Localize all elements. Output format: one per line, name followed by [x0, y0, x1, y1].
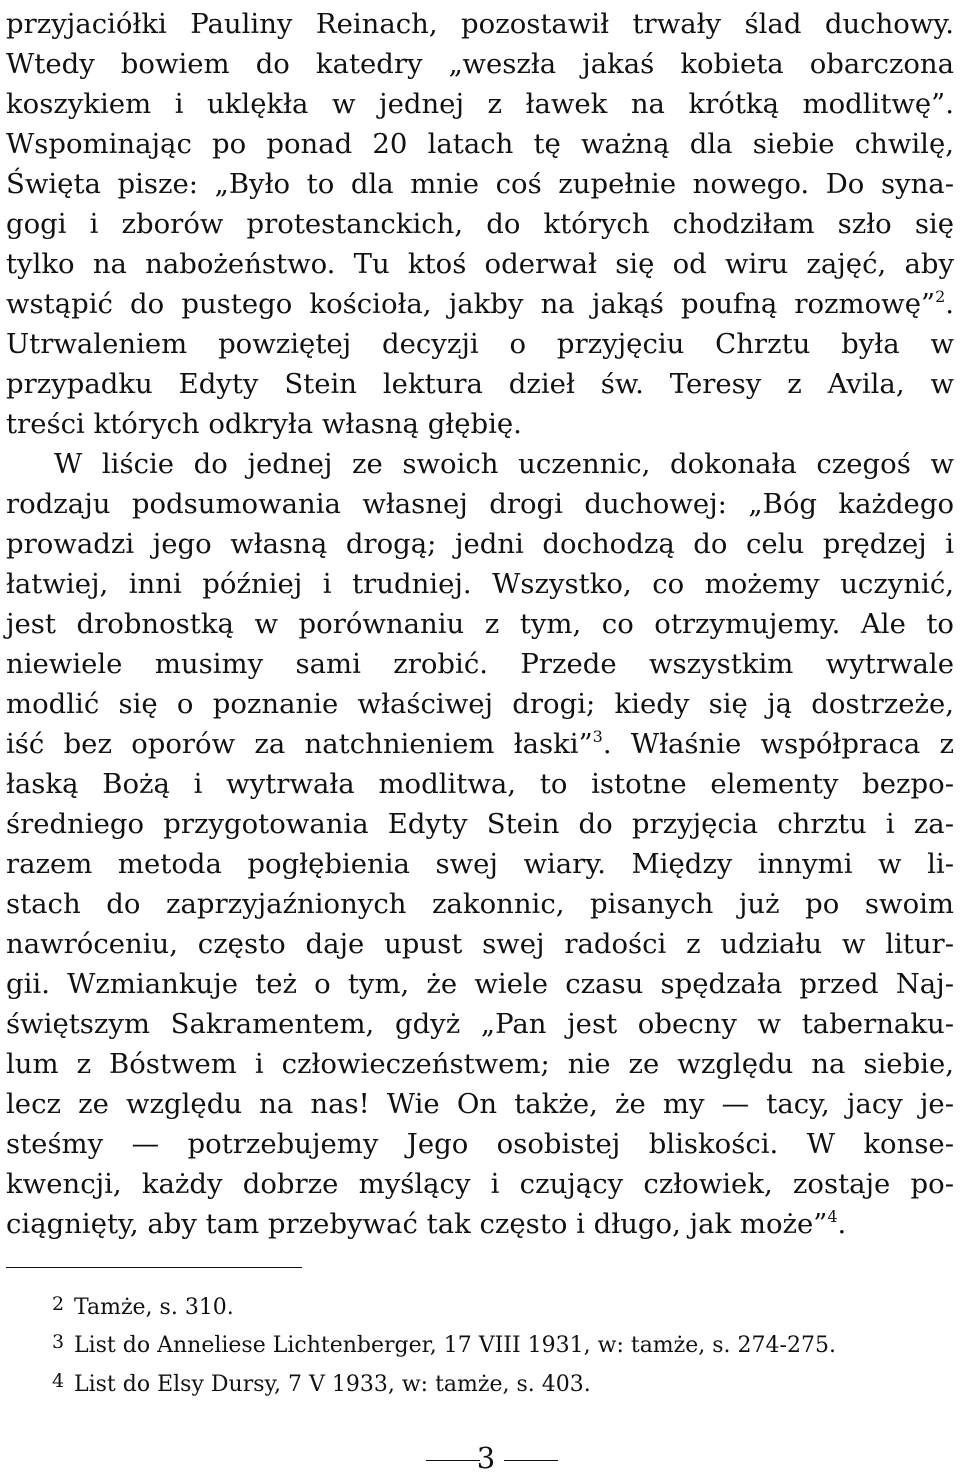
sentence-end: . [945, 288, 954, 320]
text-line: gii. Wzmiankuje też o tym, że wiele czasu spędzała przed Naj- [6, 968, 954, 1000]
text-line: treści których odkryła własną głębię. [6, 408, 522, 440]
text-line: łaską Bożą i wytrwała modlitwa, to istotne elementy bezpo- [6, 768, 954, 800]
footnote-2 [52, 1286, 234, 1322]
text-line: nawróceniu, często daje upust swej radości z udziału w litur- [6, 928, 954, 960]
text-line: Wspominając po ponad 20 latach tę ważną dla siebie chwilę, [6, 128, 954, 160]
text-line-body: ciągnięty, aby tam przebywać tak często i długo, jak może” [6, 1208, 828, 1240]
text-line: kwencji, każdy dobrze myślący i czujący człowiek, zostaje po- [6, 1168, 954, 1200]
text-line [6, 724, 954, 764]
text-line: Święta pisze: „Było to dla mnie coś zupełnie nowego. Do syna- [6, 168, 954, 200]
text-line: steśmy — potrzebujemy Jego osobistej bliskości. W konse- [6, 1128, 954, 1160]
text-line: niewiele musimy sami zrobić. Przede wszystkim wytrwale [6, 648, 954, 680]
footnote-ref-3[interactable]: 3 [592, 727, 603, 746]
footnote-separator [6, 1267, 302, 1268]
footnote-3 [52, 1324, 836, 1360]
text-line: świętszym Sakramentem, gdyż „Pan jest obecny w tabernaku- [6, 1008, 954, 1040]
text-line: tylko na nabożeństwo. Tu ktoś oderwał się od wiru zajęć, aby [6, 248, 954, 280]
footnote-number: 2 [52, 1293, 65, 1315]
footnote-ref-4[interactable]: 4 [827, 1207, 838, 1226]
text-line: rodzaju podsumowania własnej drogi duchowej: „Bóg każdego [6, 488, 954, 520]
text-line-tail: . Właśnie współpraca z [602, 728, 955, 760]
text-line: Utrwaleniem powziętej decyzji o przyjęciu Chrztu była w [6, 328, 954, 360]
footnote-text: Tamże, s. 310. [74, 1295, 234, 1320]
footnote-text: List do Elsy Dursy, 7 V 1933, w: tamże, s. 403. [74, 1372, 591, 1397]
footnote-number: 4 [52, 1370, 65, 1392]
text-line: prowadzi jego własną drogą; jedni dochodzą do celu prędzej i [6, 528, 954, 560]
footnote-text: List do Anneliese Lichtenberger, 17 VIII 1931, w: tamże, s. 274-275. [74, 1333, 836, 1358]
page-number: 3 [476, 1441, 496, 1475]
text-line: stach do zaprzyjaźnionych zakonnic, pisanych już po swoim [6, 888, 954, 920]
text-line: W liście do jednej ze swoich uczennic, dokonała czegoś w [54, 448, 954, 480]
text-line: przypadku Edyty Stein lektura dzieł św. Teresy z Avila, w [6, 368, 954, 400]
text-line: lum z Bóstwem i człowieczeństwem; nie ze względu na siebie, [6, 1048, 954, 1080]
text-line [6, 1204, 954, 1244]
footnote-4 [52, 1363, 591, 1399]
text-line: Wtedy bowiem do katedry „weszła jakaś kobieta obarczona [6, 48, 954, 80]
footnote-ref-2[interactable]: 2 [935, 287, 946, 306]
sentence-end: . [837, 1208, 847, 1240]
footnote-number: 3 [52, 1331, 65, 1353]
text-line: łatwiej, inni później i trudniej. Wszystko, co możemy uczynić, [6, 568, 954, 600]
text-line: gogi i zborów protestanckich, do których chodziłam szło się [6, 208, 954, 240]
text-line-body: iść bez oporów za natchnieniem łaski” [6, 728, 593, 760]
text-line [6, 284, 954, 324]
text-line: modlić się o poznanie właściwej drogi; kiedy się ją dostrzeże, [6, 688, 954, 720]
text-line: razem metoda pogłębienia swej wiary. Między innymi w li- [6, 848, 954, 880]
text-line: lecz ze względu na nas! Wie On także, że my — tacy, jacy je- [6, 1088, 954, 1120]
text-line: jest drobnostką w porównaniu z tym, co otrzymujemy. Ale to [6, 608, 954, 640]
text-line: średniego przygotowania Edyty Stein do przyjęcia chrztu i za- [6, 808, 954, 840]
text-line-body: wstąpić do pustego kościoła, jakby na jakąś poufną rozmowę” [6, 288, 936, 320]
text-line: koszykiem i uklękła w jednej z ławek na krótką modlitwę”. [6, 88, 954, 120]
page-number-dash-right [504, 1460, 558, 1461]
text-line: przyjaciółki Pauliny Reinach, pozostawił trwały ślad duchowy. [6, 8, 954, 40]
